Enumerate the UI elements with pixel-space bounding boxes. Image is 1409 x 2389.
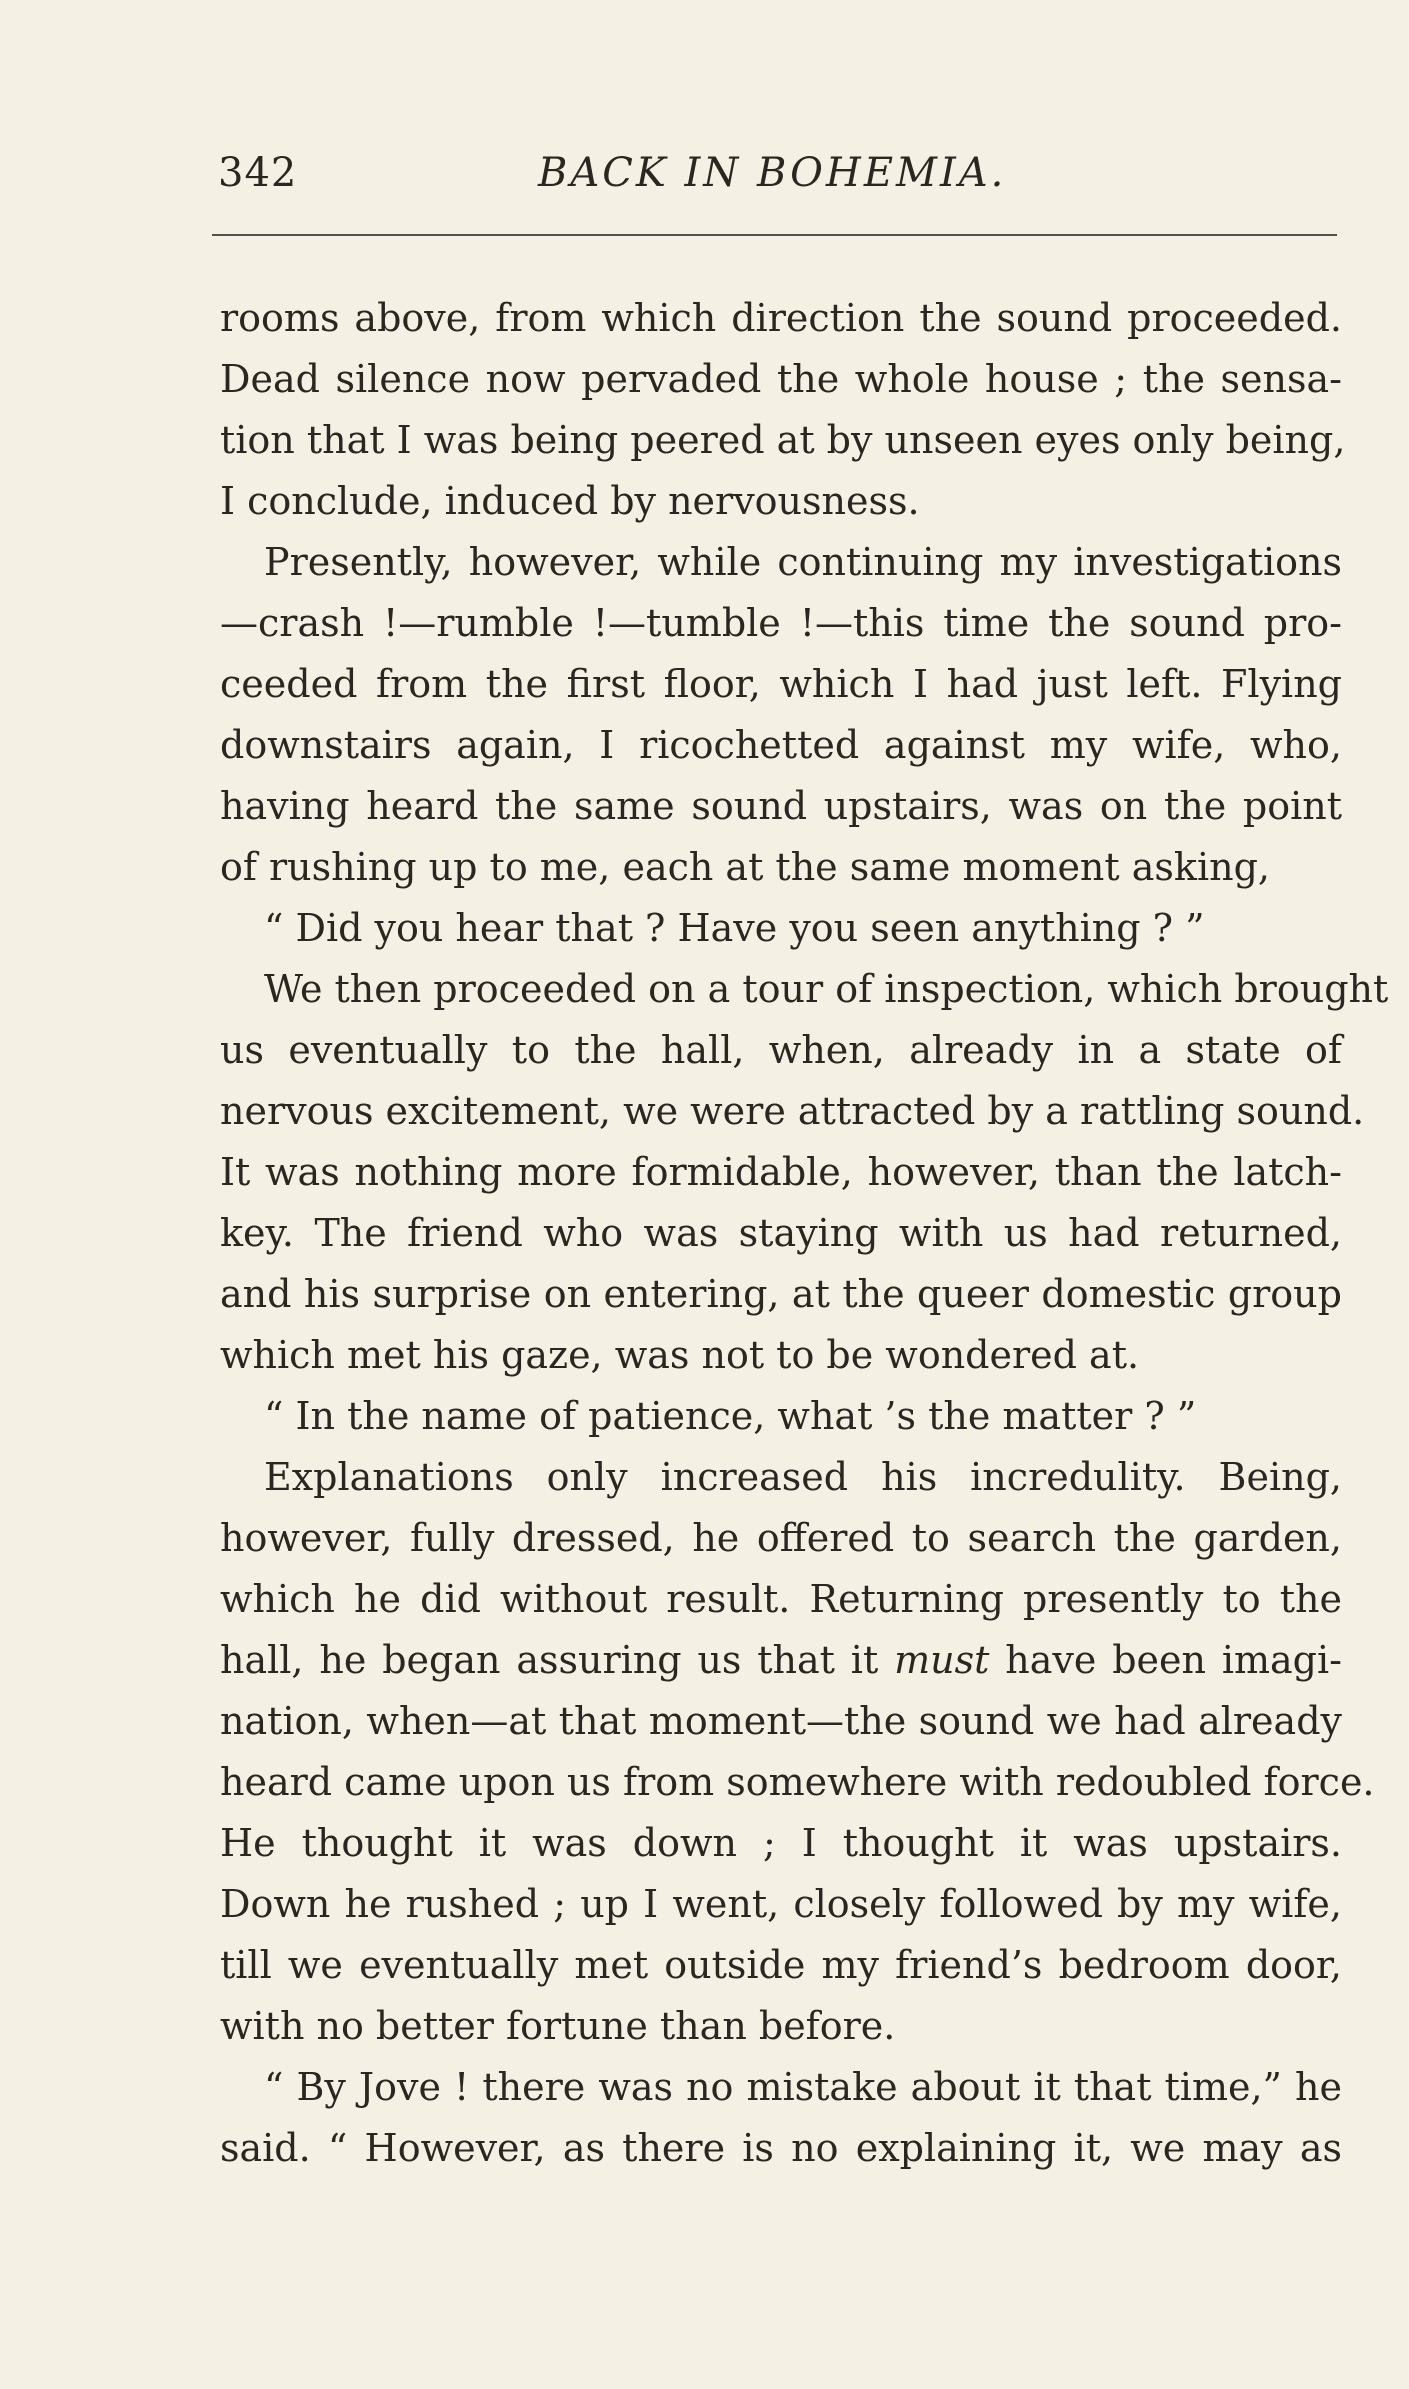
text-line: said. “ However, as there is no explaining it, we may as (220, 2126, 1342, 2170)
text-line: nation, when—at that moment—the sound we had already (220, 1699, 1342, 1743)
text-line: which he did without result. Returning presently to the (220, 1577, 1342, 1621)
dialogue-line: “ By Jove ! there was no mistake about it that time,” he (264, 2065, 1342, 2109)
text-line: and his surprise on entering, at the queer domestic group (220, 1272, 1342, 1316)
text-line: Dead silence now pervaded the whole house ; the sensa- (220, 357, 1342, 401)
text-line: which met his gaze, was not to be wondered at. (220, 1333, 1140, 1377)
dialogue-line: “ Did you hear that ? Have you seen anything ? ” (264, 906, 1205, 950)
text-line: It was nothing more formidable, however, than the latch- (220, 1150, 1342, 1194)
text-line: us eventually to the hall, when, already in a state of (220, 1028, 1342, 1072)
text-line: —crash !—rumble !—tumble !—this time the sound pro- (220, 601, 1342, 645)
text-line: key. The friend who was staying with us had returned, (220, 1211, 1342, 1255)
header-rule (212, 234, 1337, 236)
text-line: having heard the same sound upstairs, was on the point (220, 784, 1342, 828)
page-header (218, 150, 1338, 210)
text-line: He thought it was down ; I thought it was upstairs. (220, 1821, 1342, 1865)
text-line: with no better fortune than before. (220, 2004, 896, 2048)
dialogue-line: “ In the name of patience, what ’s the matter ? ” (264, 1394, 1197, 1438)
body-text (220, 288, 1389, 2179)
text-line: of rushing up to me, each at the same moment asking, (220, 845, 1270, 889)
text-line-with-emphasis (220, 1630, 1342, 1691)
text-line: tion that I was being peered at by unseen eyes only being, (220, 418, 1346, 462)
emphasized-word: must (894, 1638, 990, 1682)
text-line: till we eventually met outside my friend’s bedroom door, (220, 1943, 1342, 1987)
text-line: heard came upon us from somewhere with redoubled force. (220, 1760, 1375, 1804)
text-line: however, fully dressed, he offered to search the garden, (220, 1516, 1342, 1560)
text-line: nervous excitement, we were attracted by a rattling sound. (220, 1089, 1365, 1133)
text-segment: hall, he began assuring us that it (220, 1638, 895, 1682)
text-line: We then proceeded on a tour of inspection, which brought (264, 967, 1389, 1011)
text-line: I conclude, induced by nervousness. (220, 479, 920, 523)
text-line: downstairs again, I ricochetted against my wife, who, (220, 723, 1342, 767)
text-segment: have been imagi- (989, 1638, 1342, 1682)
text-line: ceeded from the first floor, which I had just left. Flying (220, 662, 1342, 706)
text-line: Explanations only increased his incredulity. Being, (264, 1455, 1342, 1499)
page-number: 342 (218, 150, 298, 196)
text-line: rooms above, from which direction the sound proceeded. (220, 296, 1342, 340)
text-line: Down he rushed ; up I went, closely followed by my wife, (220, 1882, 1342, 1926)
text-line: Presently, however, while continuing my investigations (264, 540, 1342, 584)
running-head-title: BACK IN BOHEMIA. (538, 150, 1007, 196)
